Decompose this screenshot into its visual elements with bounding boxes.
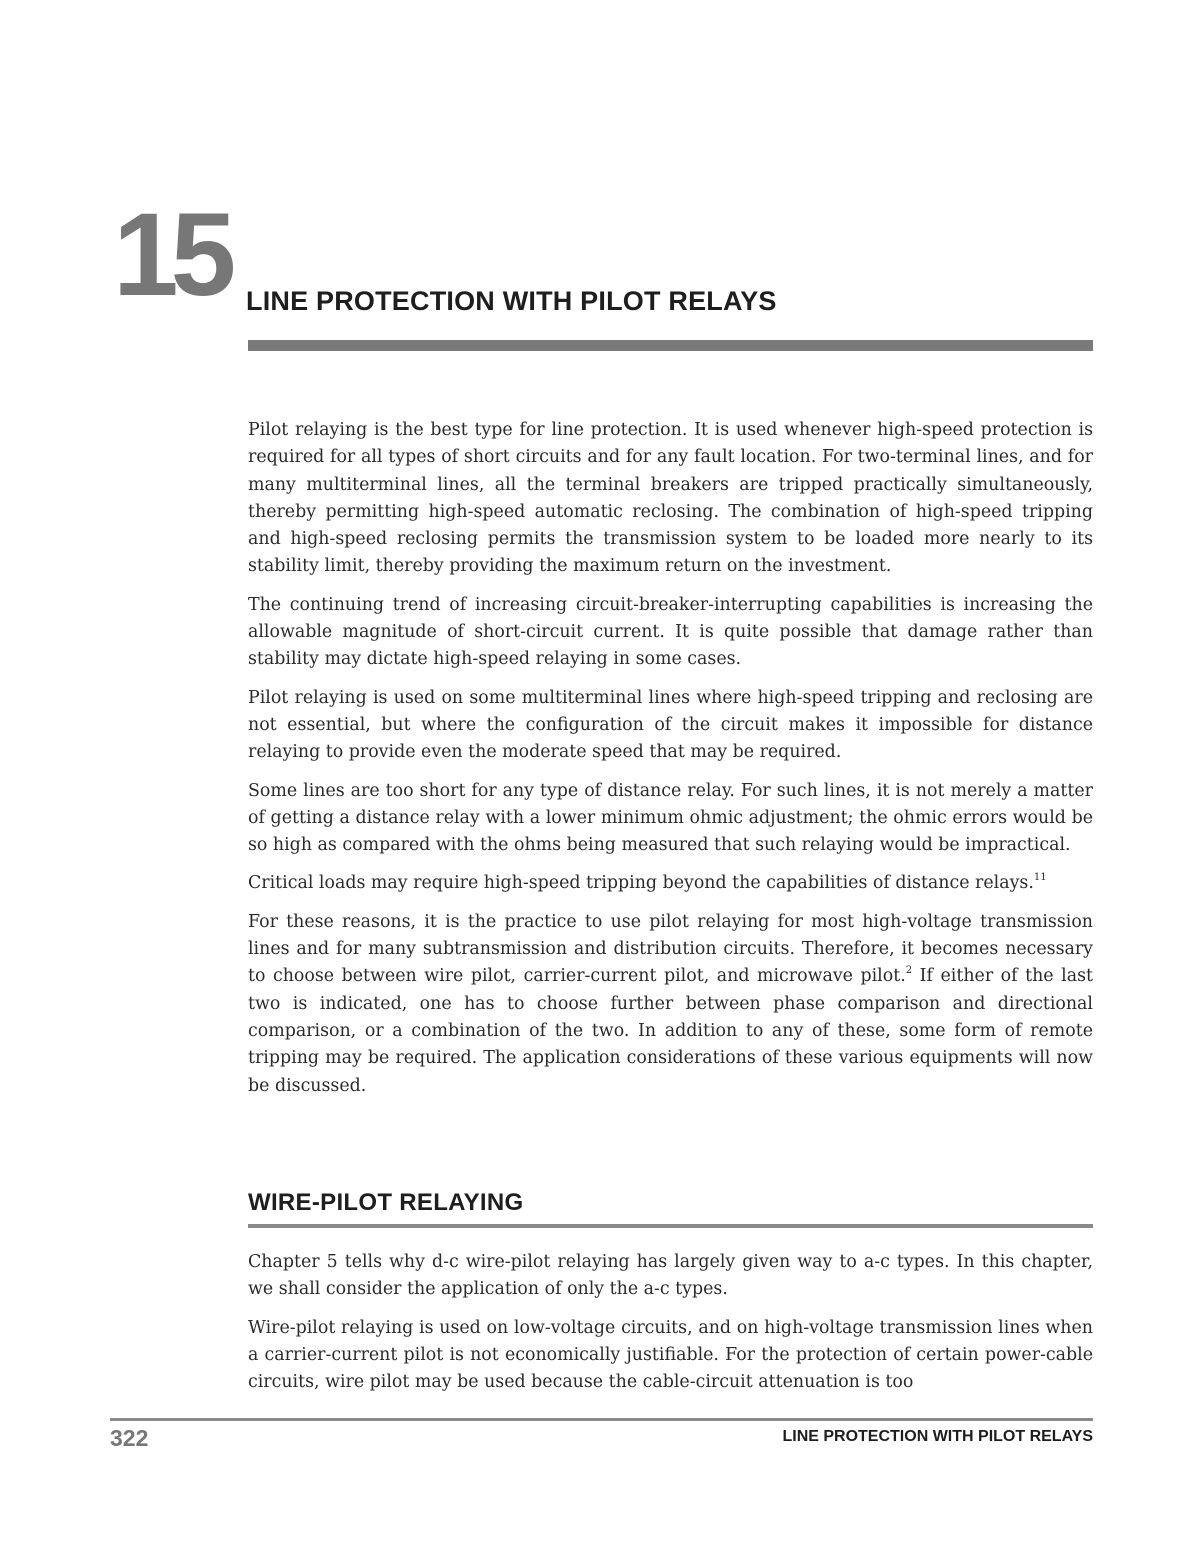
paragraph: Pilot relaying is used on some multiterminal lines where high-speed tripping and reclosing are not essential, but where the configuration of the circuit makes it impossible for distance relaying to provide even the moderate speed that may be required.: [248, 687, 1093, 763]
paragraph-text: If either of the last two is indicated, one has to choose further between phase comparison and directional comparison, or a combination of the two. In addition to any of these, some form of remote tripping may be required. The application considerations of these various equipments will now be discussed.: [248, 966, 1093, 1096]
paragraph: Some lines are too short for any type of distance relay. For such lines, it is not merely a matter of getting a distance relay with a lower minimum ohmic adjustment; the ohmic errors would be so high as compared with the ohms being measured that such relaying would be impractical.: [248, 780, 1093, 856]
page-number: 322: [110, 1425, 149, 1451]
intro-text: [248, 417, 1093, 1111]
paragraph: [248, 870, 1093, 897]
running-head: LINE PROTECTION WITH PILOT RELAYS: [782, 1428, 1093, 1445]
footer-rule: [110, 1418, 1093, 1421]
paragraph-text: Critical loads may require high-speed tripping beyond the capabilities of distance relays.: [248, 873, 1034, 894]
title-rule: [248, 340, 1093, 351]
paragraph: Wire-pilot relaying is used on low-voltage circuits, and on high-voltage transmission lines when a carrier-current pilot is not economically justifiable. For the protection of certain power-cable circuits, wire pilot may be used because the cable-circuit attenuation is too: [248, 1317, 1093, 1393]
paragraph: [248, 909, 1093, 1100]
section-text: [248, 1249, 1093, 1407]
chapter-number: 15: [113, 189, 229, 321]
paragraph-text: For these reasons, it is the practice to use pilot relaying for most high-voltage transmission lines and for many subtransmission and distribution circuits. Therefore, it becomes necessary to choose between wire pilot, carrier-current pilot, and microwave pilot.: [248, 911, 1093, 987]
paragraph: Pilot relaying is the best type for line protection. It is used whenever high-speed protection is required for all types of short circuits and for any fault location. For two-terminal lines, and for many multiterminal lines, all the terminal breakers are tripped practically simultaneously, thereby permitting high-speed automatic reclosing. The combination of high-speed tripping and high-speed reclosing permits the transmission system to be loaded more nearly to its stability limit, thereby providing the maximum return on the investment.: [248, 420, 1093, 577]
section-heading: WIRE-PILOT RELAYING: [248, 1189, 524, 1216]
chapter-title: LINE PROTECTION WITH PILOT RELAYS: [246, 286, 777, 316]
paragraph: The continuing trend of increasing circuit-breaker-interrupting capabilities is increasing the allowable magnitude of short-circuit current. It is quite possible that damage rather than stability may dictate high-speed relaying in some cases.: [248, 594, 1093, 670]
section-rule: [248, 1224, 1093, 1228]
reference-superscript: 11: [1033, 872, 1047, 884]
reference-superscript: 2: [905, 965, 913, 977]
paragraph: Chapter 5 tells why d-c wire-pilot relaying has largely given way to a-c types. In this chapter, we shall consider the application of only the a-c types.: [248, 1252, 1093, 1300]
